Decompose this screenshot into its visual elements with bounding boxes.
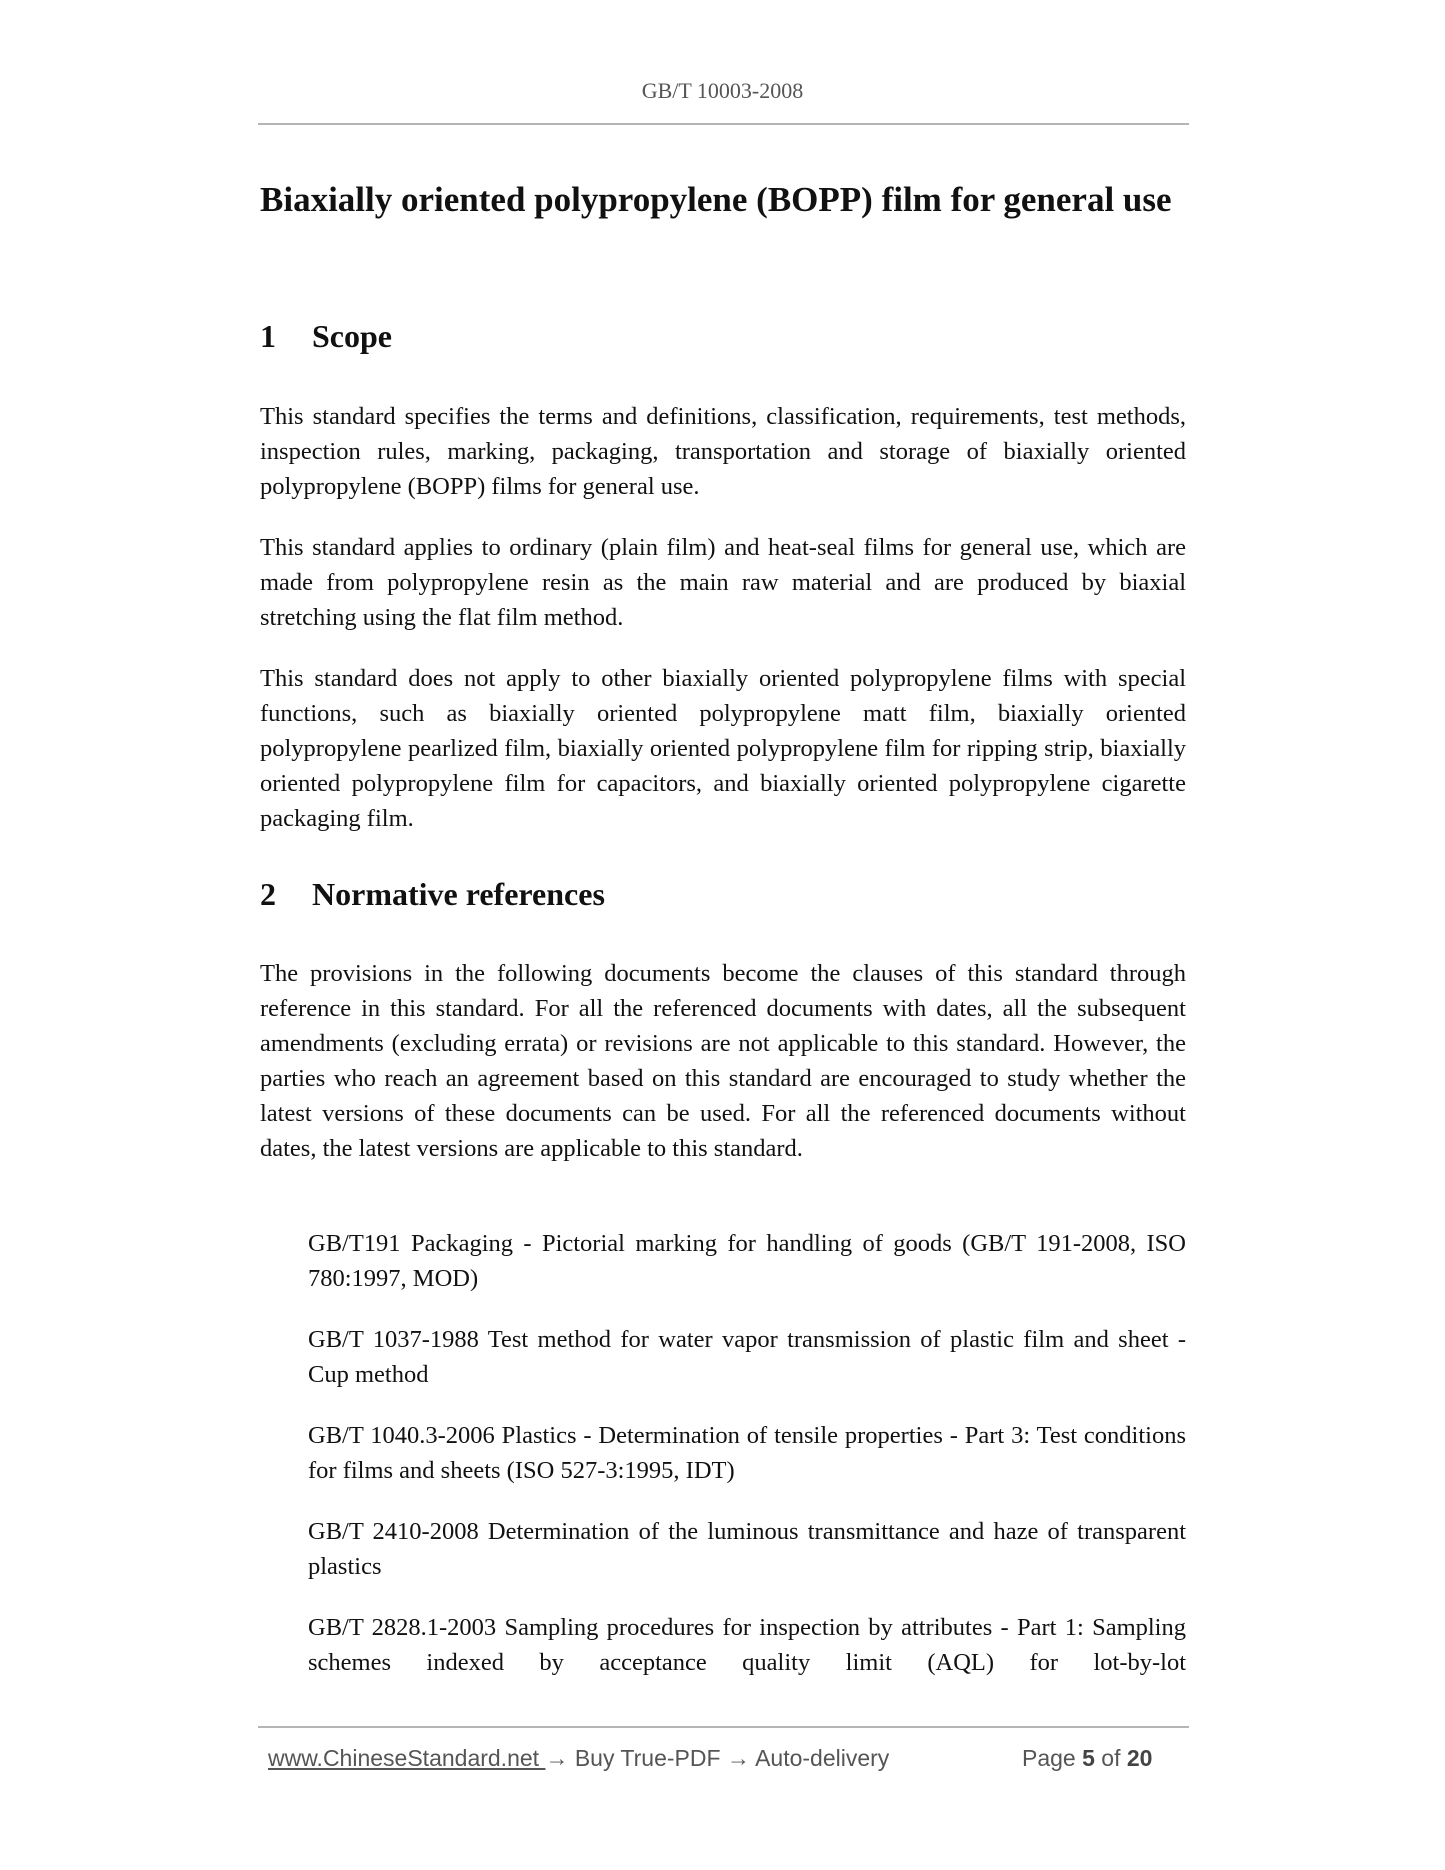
running-header: GB/T 10003-2008: [641, 78, 804, 103]
of-label: of: [1101, 1745, 1121, 1771]
section-title: Scope: [312, 318, 392, 354]
reference-item: GB/T191 Packaging - Pictorial marking for handling of goods (GB/T 191-2008, ISO 780:1997, MOD): [308, 1230, 1186, 1292]
paragraph: This standard does not apply to other biaxially oriented polypropylene films with special functions, such as biaxially oriented polypropylene matt film, biaxially oriented polypropylene pearlized film, biaxially oriented polypropylene film for ripping strip, biaxially oriented polypropylene film for capacitors, and biaxially oriented polypropylene cigarette packaging film.: [260, 665, 1186, 832]
normative-body: [260, 956, 1186, 1192]
footer-divider: [258, 1726, 1189, 1728]
reference-item: GB/T 2410-2008 Determination of the luminous transmittance and haze of transparent plastics: [308, 1518, 1186, 1580]
document-title: Biaxially oriented polypropylene (BOPP) film for general use: [260, 180, 1172, 219]
total-pages: 20: [1126, 1745, 1153, 1771]
website-link[interactable]: www.ChineseStandard.net: [268, 1745, 546, 1771]
paragraph: This standard specifies the terms and definitions, classification, requirements, test methods, inspection rules, marking, packaging, transportation and storage of biaxially oriented polypropylene (BOPP) films for general use.: [260, 403, 1186, 500]
scope-body: [260, 399, 1186, 862]
page-indicator: [1022, 1745, 1152, 1772]
section-number: 2: [260, 876, 276, 912]
arrow-right-icon: →: [726, 1745, 750, 1771]
reference-item: GB/T 2828.1-2003 Sampling procedures for inspection by attributes - Part 1: Sampling schemes indexed by acceptance quality limit (AQL) for lot-by-lot: [308, 1614, 1186, 1676]
arrow-right-icon: →: [545, 1745, 569, 1771]
section-heading-normative-references: [260, 876, 605, 913]
header-divider: [258, 123, 1189, 125]
reference-list: [308, 1226, 1186, 1706]
current-page: 5: [1082, 1745, 1095, 1771]
footer-promo: [268, 1745, 889, 1772]
buy-text: Buy True-PDF: [574, 1745, 721, 1771]
page-label: Page: [1022, 1745, 1076, 1771]
paragraph: This standard applies to ordinary (plain film) and heat-seal films for general use, which are made from polypropylene resin as the main raw material and are produced by biaxial stretching using the flat film method.: [260, 534, 1186, 631]
delivery-text: Auto-delivery: [755, 1745, 890, 1771]
section-number: 1: [260, 318, 276, 354]
section-title: Normative references: [312, 876, 605, 912]
paragraph: The provisions in the following documents become the clauses of this standard through reference in this standard. For all the referenced documents with dates, all the subsequent amendments (excluding errata) or revisions are not applicable to this standard. However, the parties who reach an agreement based on this standard are encouraged to study whether the latest versions of these documents can be used. For all the referenced documents without dates, the latest versions are applicable to this standard.: [260, 960, 1186, 1162]
reference-item: GB/T 1040.3-2006 Plastics - Determination of tensile properties - Part 3: Test conditions for films and sheets (ISO 527-3:1995, IDT): [308, 1422, 1186, 1484]
reference-item: GB/T 1037-1988 Test method for water vapor transmission of plastic film and sheet - Cup method: [308, 1326, 1186, 1388]
section-heading-scope: [260, 318, 392, 355]
